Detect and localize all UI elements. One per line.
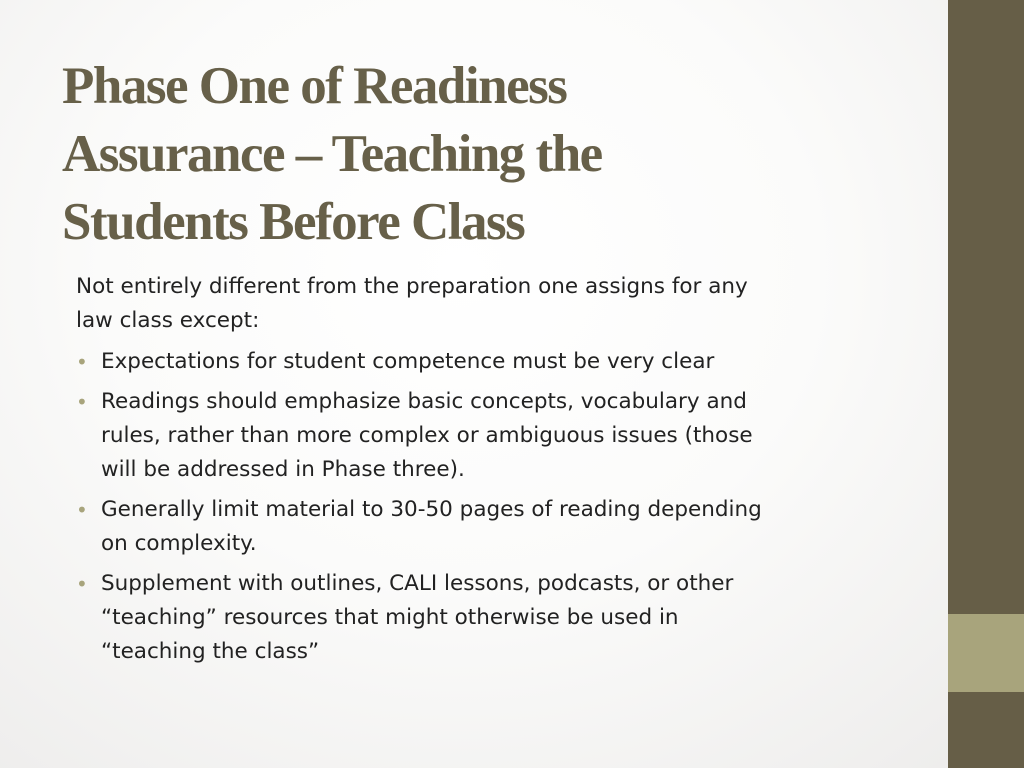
bullet-line: will be addressed in Phase three). (101, 457, 465, 482)
bullet-line: Expectations for student competence must be very clear (101, 349, 715, 374)
bullet-item-expectations (76, 345, 876, 379)
title-line-2: Assurance – Teaching the (62, 125, 602, 183)
bullet-line: “teaching” resources that might otherwise be used in (101, 605, 679, 630)
bullet-icon: • (76, 350, 88, 374)
title-line-1: Phase One of Readiness (62, 57, 567, 115)
bullet-line: Supplement with outlines, CALI lessons, podcasts, or other (101, 571, 734, 596)
intro-line-1: Not entirely different from the preparation one assigns for any (76, 274, 748, 299)
bullet-list (76, 345, 876, 669)
title-line-3: Students Before Class (62, 193, 525, 251)
bullet-line: rules, rather than more complex or ambiguous issues (those (101, 423, 753, 448)
intro-paragraph (76, 270, 876, 338)
bullet-line: on complexity. (101, 531, 257, 556)
slide-body (76, 270, 876, 675)
bullet-icon: • (76, 498, 88, 522)
bullet-line: “teaching the class” (101, 639, 320, 664)
bullet-item-readings (76, 385, 876, 487)
bullet-item-limit-material (76, 493, 876, 561)
bullet-icon: • (76, 572, 88, 596)
intro-line-2: law class except: (76, 308, 260, 333)
bullet-line: Generally limit material to 30-50 pages of reading depending (101, 497, 762, 522)
bullet-item-supplement (76, 567, 876, 669)
bullet-icon: • (76, 390, 88, 414)
slide-title (62, 52, 822, 256)
decorative-side-accent (948, 614, 1024, 692)
bullet-line: Readings should emphasize basic concepts, vocabulary and (101, 389, 747, 414)
